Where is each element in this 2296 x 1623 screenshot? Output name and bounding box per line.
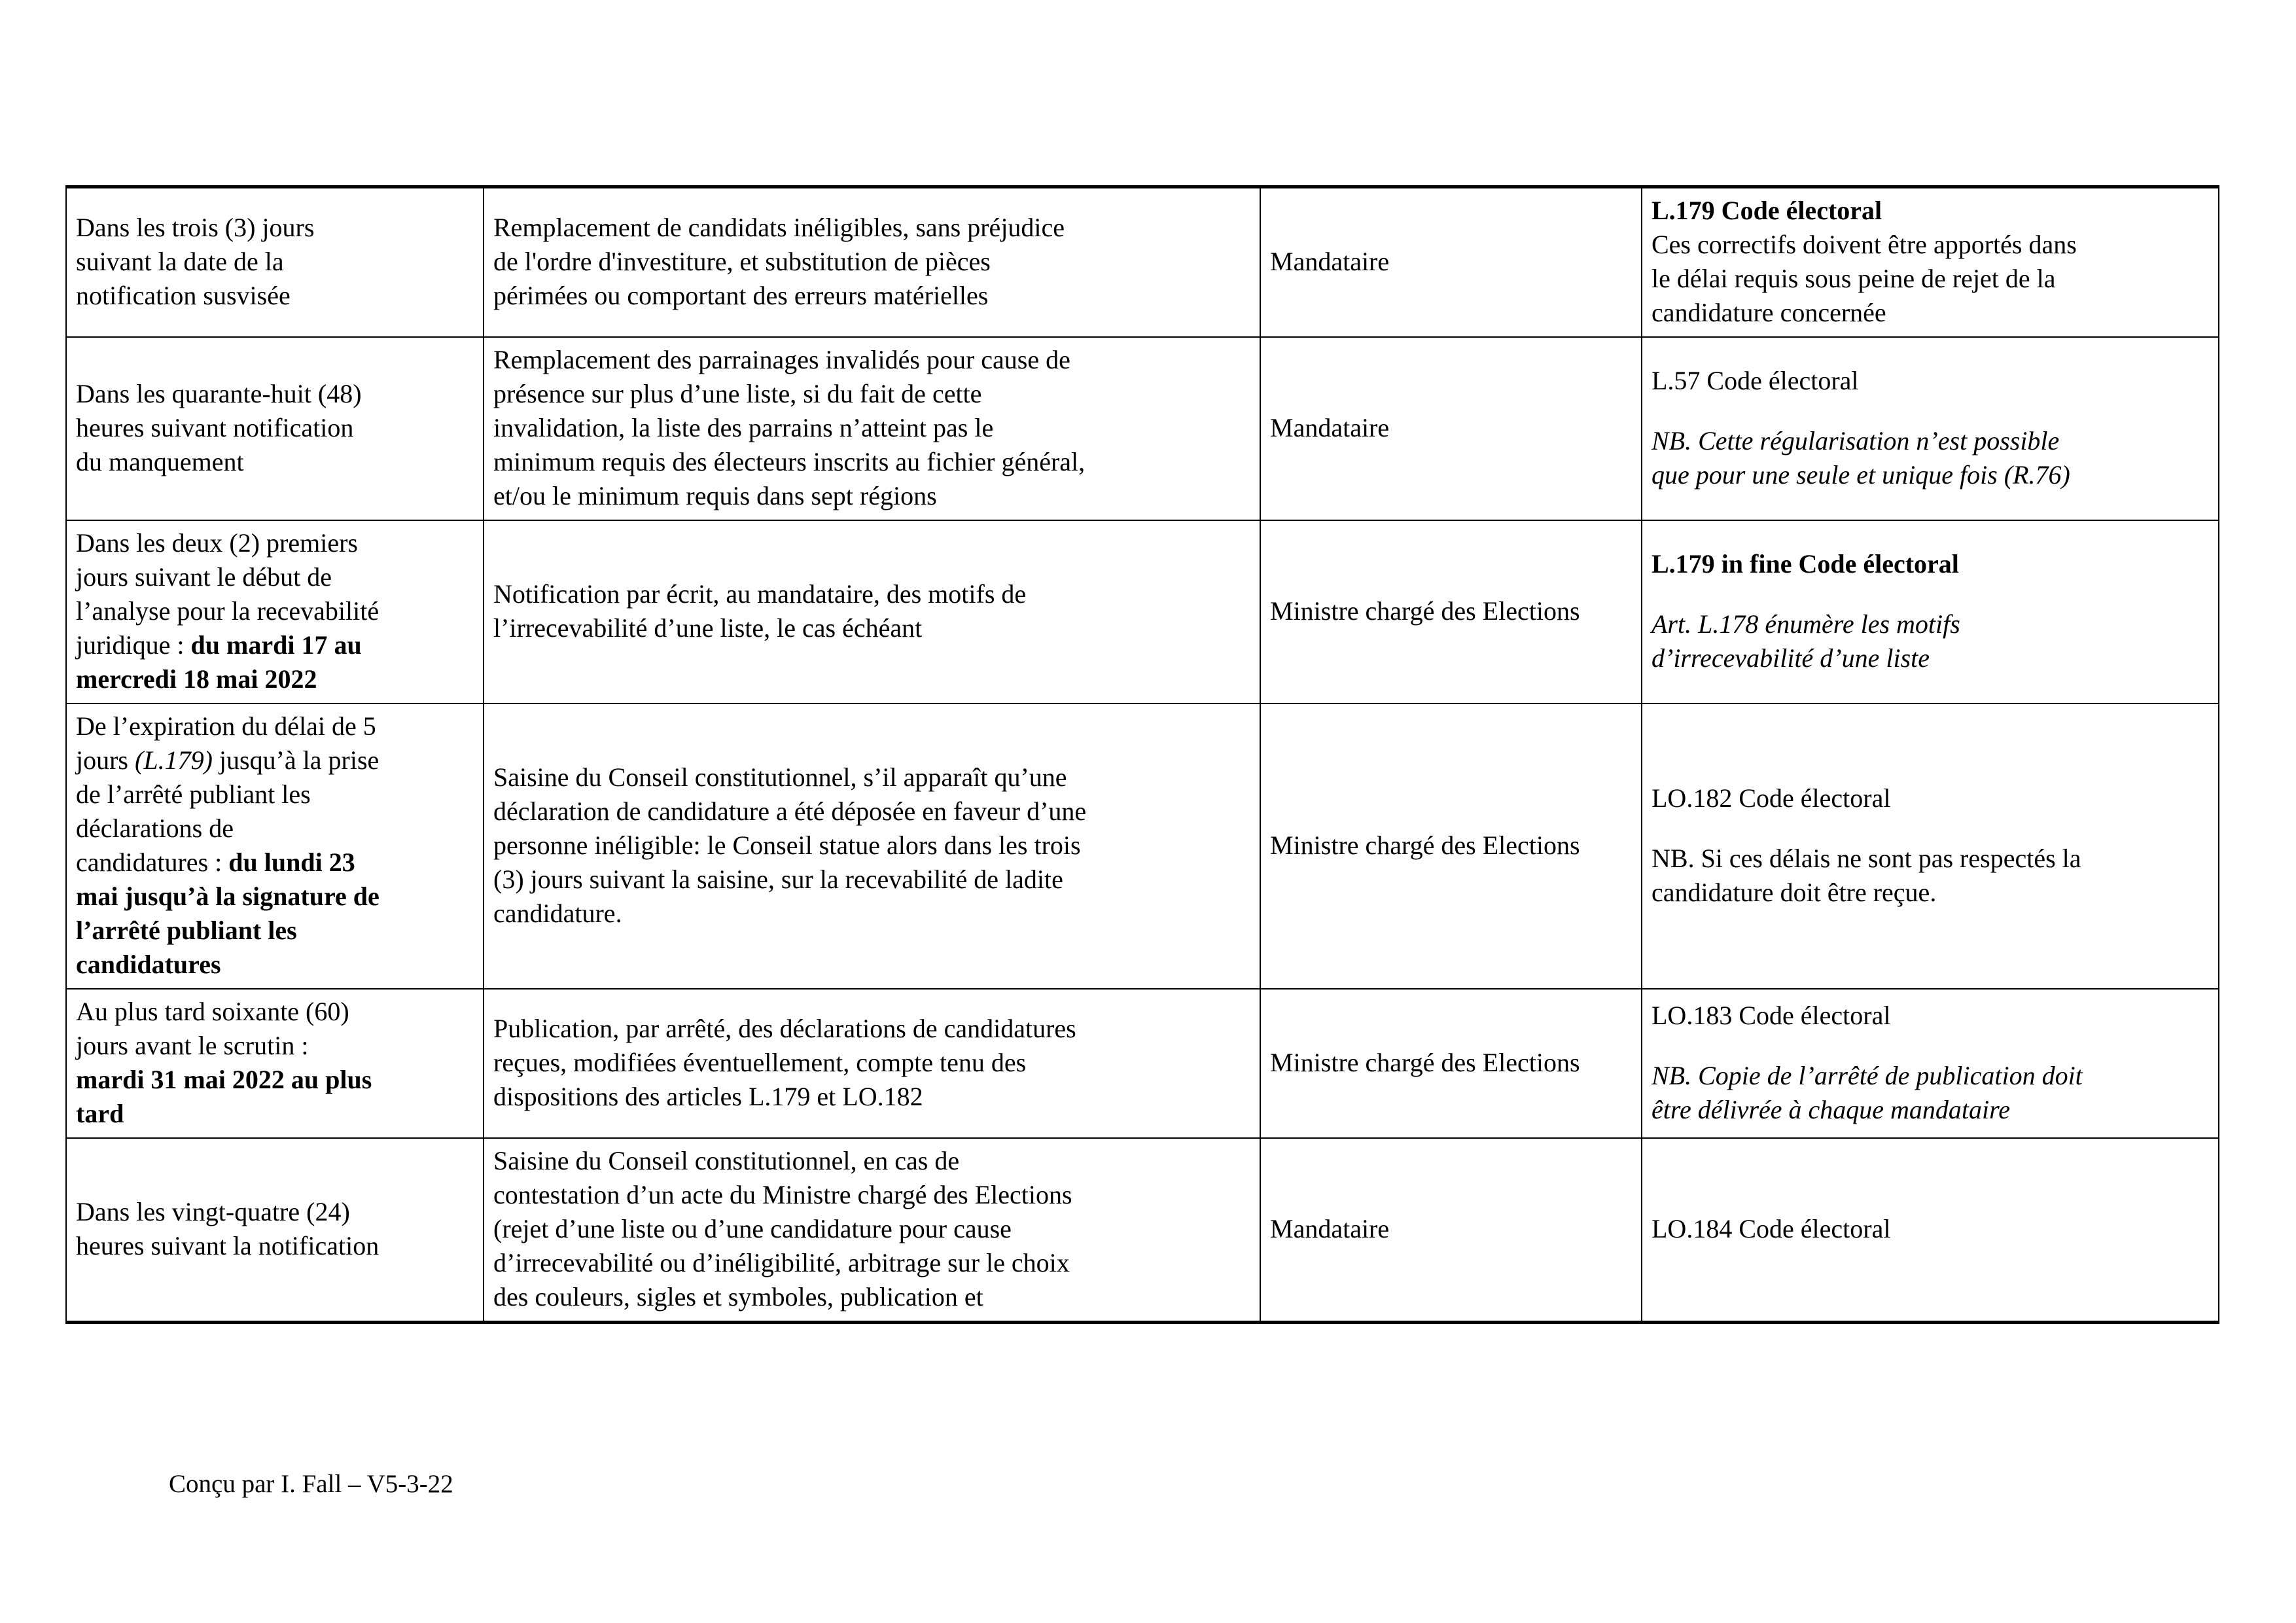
delai-line: Dans les vingt-quatre (24) (76, 1197, 350, 1226)
reference-body-line: être délivrée à chaque mandataire (1651, 1095, 2010, 1124)
cell-action (484, 187, 1260, 338)
cell-action (484, 1138, 1260, 1323)
action-line: et/ou le minimum requis dans sept régions (493, 481, 937, 510)
delai-line: l’analyse pour la recevabilité (76, 596, 380, 626)
table-row (66, 187, 2219, 338)
table-row (66, 337, 2219, 520)
reference-title: L.57 Code électoral (1651, 366, 1859, 395)
action-line: de l'ordre d'investiture, et substitution de pièces (493, 247, 991, 276)
reference-body-line: Ces correctifs doivent être apportés dans (1651, 230, 2077, 259)
action-line: périmées ou comportant des erreurs matérielles (493, 281, 989, 310)
cell-delai (66, 1138, 484, 1323)
table-row (66, 520, 2219, 704)
delai-line: déclarations de (76, 813, 234, 843)
reference-title: L.179 Code électoral (1651, 196, 1882, 225)
reference-spacer (1651, 1033, 2209, 1059)
reference-title: L.179 in fine Code électoral (1651, 549, 1959, 579)
action-line: (rejet d’une liste ou d’une candidature pour cause (493, 1214, 1012, 1243)
delai-bold-date: mai jusqu’à la signature de (76, 882, 380, 911)
delai-bold-date: mercredi 18 mai 2022 (76, 664, 317, 694)
delai-bold-date: du mardi 17 au (190, 630, 362, 660)
cell-reference (1642, 337, 2219, 520)
delai-prefix: juridique : (76, 630, 191, 660)
cell-delai (66, 337, 484, 520)
delai-text: candidatures : (76, 847, 229, 877)
delai-bold-date: du lundi 23 (228, 847, 355, 877)
delai-article-ref: (L.179) (135, 745, 213, 775)
action-line: déclaration de candidature a été déposée en faveur d’une (493, 796, 1087, 826)
action-line: l’irrecevabilité d’une liste, le cas échéant (493, 613, 923, 643)
cell-delai (66, 187, 484, 338)
action-line: Saisine du Conseil constitutionnel, s’il apparaît qu’une (493, 762, 1067, 792)
cell-acteur: Ministre chargé des Elections (1260, 989, 1642, 1138)
delai-line: de l’arrêté publiant les (76, 779, 311, 809)
reference-body-line: NB. Copie de l’arrêté de publication doit (1651, 1061, 2083, 1090)
cell-acteur: Mandataire (1260, 1138, 1642, 1323)
cell-delai (66, 989, 484, 1138)
delai-line: notification susvisée (76, 281, 291, 310)
delai-line (76, 743, 474, 777)
reference-title: LO.182 Code électoral (1651, 783, 1891, 813)
action-line: Notification par écrit, au mandataire, des motifs de (493, 579, 1027, 609)
reference-body-line: que pour une seule et unique fois (R.76) (1651, 460, 2070, 490)
reference-spacer (1651, 398, 2209, 424)
delai-line: heures suivant la notification (76, 1231, 380, 1260)
cell-reference (1642, 187, 2219, 338)
delai-line: Dans les deux (2) premiers (76, 528, 358, 558)
delai-line: De l’expiration du délai de 5 (76, 711, 376, 741)
reference-body-line: le délai requis sous peine de rejet de la (1651, 264, 2056, 293)
cell-acteur: Mandataire (1260, 187, 1642, 338)
delai-text: jusqu’à la prise (212, 745, 380, 775)
delai-text: jours (76, 745, 135, 775)
delai-line: jours avant le scrutin : (76, 1031, 309, 1060)
cell-action (484, 989, 1260, 1138)
reference-body-line: candidature concernée (1651, 298, 1886, 327)
action-line: dispositions des articles L.179 et LO.182 (493, 1082, 923, 1111)
schedule-table-container (65, 185, 2218, 1324)
cell-delai (66, 520, 484, 704)
cell-action (484, 337, 1260, 520)
delai-bold-date: candidatures (76, 950, 221, 979)
table-row (66, 1138, 2219, 1323)
action-line: reçues, modifiées éventuellement, compte tenu des (493, 1048, 1027, 1077)
delai-line: heures suivant notification (76, 413, 354, 442)
cell-reference (1642, 704, 2219, 989)
cell-reference (1642, 520, 2219, 704)
cell-reference (1642, 1138, 2219, 1323)
page-footer: Conçu par I. Fall – V5-3-22 (169, 1470, 453, 1498)
reference-spacer (1651, 581, 2209, 607)
electoral-schedule-table (65, 185, 2219, 1324)
delai-line (76, 628, 474, 662)
action-line: des couleurs, sigles et symboles, publication et (493, 1282, 983, 1311)
table-row (66, 989, 2219, 1138)
action-line: (3) jours suivant la saisine, sur la recevabilité de ladite (493, 865, 1063, 894)
delai-bold-date: tard (76, 1099, 124, 1128)
table-row (66, 704, 2219, 989)
delai-line: du manquement (76, 447, 244, 476)
reference-body-line: NB. Cette régularisation n’est possible (1651, 426, 2060, 455)
reference-title: LO.183 Code électoral (1651, 1001, 1891, 1030)
cell-reference (1642, 989, 2219, 1138)
delai-bold-date: l’arrêté publiant les (76, 916, 297, 945)
delai-line (76, 846, 474, 880)
delai-line: Dans les quarante-huit (48) (76, 379, 362, 408)
cell-acteur: Ministre chargé des Elections (1260, 704, 1642, 989)
action-line: invalidation, la liste des parrains n’atteint pas le (493, 413, 994, 442)
action-line: Publication, par arrêté, des déclarations de candidatures (493, 1014, 1076, 1043)
reference-body-line: d’irrecevabilité d’une liste (1651, 643, 1930, 673)
reference-body-line: Art. L.178 énumère les motifs (1651, 609, 1960, 639)
action-line: minimum requis des électeurs inscrits au fichier général, (493, 447, 1086, 476)
action-line: Remplacement de candidats inéligibles, sans préjudice (493, 213, 1065, 242)
action-line: personne inéligible: le Conseil statue alors dans les trois (493, 830, 1081, 860)
reference-spacer (1651, 815, 2209, 842)
reference-title: LO.184 Code électoral (1651, 1214, 1891, 1243)
cell-action (484, 704, 1260, 989)
reference-body-line: candidature doit être reçue. (1651, 878, 1937, 907)
reference-body-line: NB. Si ces délais ne sont pas respectés la (1651, 844, 2081, 873)
cell-delai (66, 704, 484, 989)
cell-acteur: Mandataire (1260, 337, 1642, 520)
delai-bold-date: mardi 31 mai 2022 au plus (76, 1065, 372, 1094)
delai-line: suivant la date de la (76, 247, 284, 276)
action-line: d’irrecevabilité ou d’inéligibilité, arbitrage sur le choix (493, 1248, 1070, 1277)
action-line: candidature. (493, 899, 622, 928)
delai-line: Au plus tard soixante (60) (76, 997, 349, 1026)
cell-acteur: Ministre chargé des Elections (1260, 520, 1642, 704)
delai-line: Dans les trois (3) jours (76, 213, 315, 242)
action-line: Saisine du Conseil constitutionnel, en cas de (493, 1146, 960, 1175)
action-line: contestation d’un acte du Ministre chargé des Elections (493, 1180, 1072, 1209)
cell-action (484, 520, 1260, 704)
delai-line: jours suivant le début de (76, 562, 332, 592)
action-line: présence sur plus d’une liste, si du fait de cette (493, 379, 982, 408)
action-line: Remplacement des parrainages invalidés pour cause de (493, 345, 1070, 374)
